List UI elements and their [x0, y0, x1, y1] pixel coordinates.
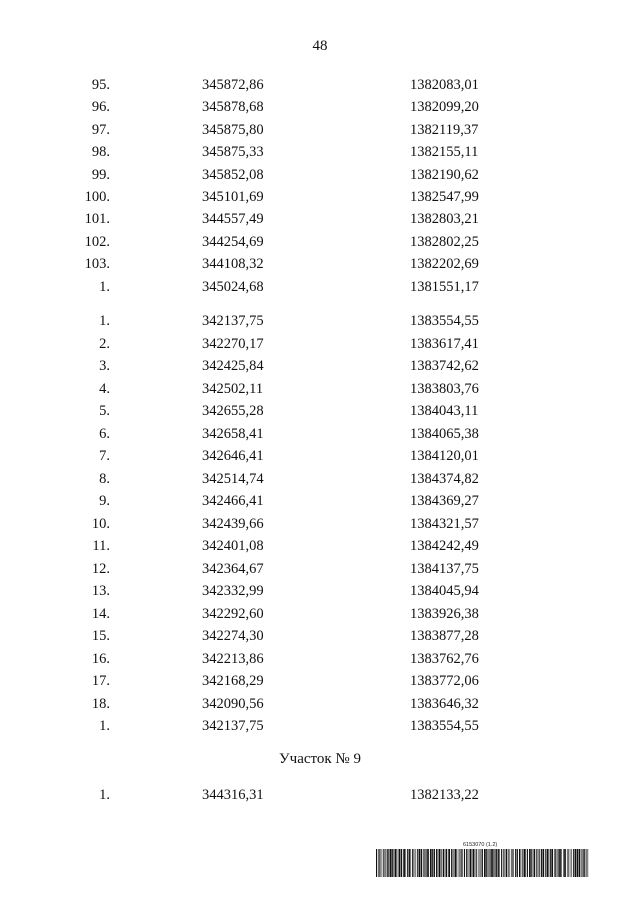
table-row: [0, 335, 640, 353]
point-number: 101.: [84, 211, 110, 228]
table-row: [0, 560, 640, 578]
point-number: 95.: [91, 77, 110, 93]
table-row: [0, 357, 640, 375]
coordinate-x: 344557,49: [202, 211, 264, 228]
coordinate-y: 1382133,22: [410, 787, 479, 803]
table-row: [0, 98, 640, 116]
point-number: 96.: [91, 99, 110, 116]
coordinate-x: 342466,41: [202, 493, 264, 509]
coordinate-x: 342655,28: [202, 403, 264, 419]
coordinate-x: 342270,17: [202, 335, 264, 352]
coordinate-y: 1382190,62: [410, 166, 479, 183]
coordinate-y: 1381551,17: [410, 278, 479, 295]
coordinate-y: 1384242,49: [410, 538, 479, 554]
table-row: [0, 402, 640, 420]
coordinate-x: 342274,30: [202, 628, 264, 644]
table-row: [0, 380, 640, 398]
point-number: 5.: [99, 403, 110, 419]
table-row: [0, 143, 640, 161]
coordinate-x: 342425,84: [202, 358, 264, 374]
table-row: [0, 650, 640, 668]
point-number: 18.: [91, 695, 110, 712]
point-number: 100.: [84, 189, 110, 205]
coordinate-y: 1382099,20: [410, 99, 479, 116]
coordinate-x: 342213,86: [202, 650, 264, 667]
coordinate-y: 1383803,76: [410, 380, 479, 397]
coordinate-y: 1383926,38: [410, 605, 479, 622]
barcode-label: 6153070 (1.2): [463, 842, 498, 848]
coordinate-y: 1384120,01: [410, 448, 479, 464]
coordinate-y: 1384065,38: [410, 425, 479, 442]
table-row: [0, 121, 640, 139]
point-number: 3.: [99, 358, 110, 374]
coordinate-x: 344254,69: [202, 233, 264, 250]
table-row: [0, 312, 640, 330]
table-row: [0, 786, 640, 804]
table-row: [0, 582, 640, 600]
coordinate-x: 342137,75: [202, 718, 264, 734]
section-title: Участок № 9: [279, 751, 361, 767]
point-number: 6.: [99, 425, 110, 442]
point-number: 97.: [91, 121, 110, 138]
table-row: [0, 188, 640, 206]
coordinate-y: 1383646,32: [410, 695, 479, 712]
coordinate-x: 342090,56: [202, 695, 264, 712]
table-row: [0, 255, 640, 273]
point-number: 7.: [99, 448, 110, 464]
coordinate-y: 1383554,55: [410, 718, 479, 734]
point-number: 10.: [91, 515, 110, 532]
coordinate-y: 1382803,21: [410, 211, 479, 228]
coordinate-x: 345024,68: [202, 278, 264, 295]
table-row: [0, 695, 640, 713]
point-number: 16.: [91, 650, 110, 667]
point-number: 102.: [84, 233, 110, 250]
table-row: [0, 233, 640, 251]
coordinate-x: 345852,08: [202, 166, 264, 183]
table-row: [0, 672, 640, 690]
coordinate-y: 1383554,55: [410, 313, 479, 329]
coordinate-y: 1383877,28: [410, 628, 479, 644]
point-number: 4.: [99, 380, 110, 397]
table-row: [0, 210, 640, 228]
coordinate-x: 345101,69: [202, 189, 264, 205]
point-number: 1.: [99, 313, 110, 329]
point-number: 13.: [91, 583, 110, 599]
coordinate-x: 345872,86: [202, 77, 264, 93]
coordinate-x: 342439,66: [202, 515, 264, 532]
point-number: 99.: [91, 166, 110, 183]
table-row: [0, 492, 640, 510]
point-number: 8.: [99, 470, 110, 487]
page-number: 48: [312, 38, 328, 54]
coordinate-y: 1382083,01: [410, 77, 479, 93]
coordinate-x: 342658,41: [202, 425, 264, 442]
coordinate-x: 342401,08: [202, 538, 264, 554]
point-number: 2.: [99, 335, 110, 352]
table-row: [0, 76, 640, 94]
table-row: [0, 717, 640, 735]
point-number: 98.: [91, 144, 110, 161]
table-row: [0, 278, 640, 296]
barcode: [376, 849, 590, 877]
coordinate-y: 1384045,94: [410, 583, 479, 599]
coordinate-y: 1384369,27: [410, 493, 479, 509]
coordinate-y: 1383742,62: [410, 358, 479, 374]
coordinate-x: 342364,67: [202, 560, 264, 577]
coordinate-x: 345878,68: [202, 99, 264, 116]
coordinate-y: 1383617,41: [410, 335, 479, 352]
coordinate-x: 342168,29: [202, 673, 264, 689]
coordinate-y: 1384321,57: [410, 515, 479, 532]
coordinate-x: 345875,33: [202, 144, 264, 161]
coordinate-y: 1383762,76: [410, 650, 479, 667]
table-row: [0, 166, 640, 184]
coordinate-x: 345875,80: [202, 121, 264, 138]
point-number: 14.: [91, 605, 110, 622]
table-row: [0, 447, 640, 465]
coordinate-x: 342292,60: [202, 605, 264, 622]
point-number: 9.: [99, 493, 110, 509]
point-number: 103.: [84, 256, 110, 273]
coordinate-y: 1382202,69: [410, 256, 479, 273]
coordinate-y: 1382155,11: [410, 144, 479, 161]
point-number: 12.: [91, 560, 110, 577]
point-number: 11.: [92, 538, 110, 554]
point-number: 15.: [91, 628, 110, 644]
point-number: 1.: [99, 787, 110, 803]
coordinate-y: 1384043,11: [410, 403, 479, 419]
coordinate-y: 1382119,37: [410, 121, 479, 138]
table-row: [0, 537, 640, 555]
coordinate-x: 342514,74: [202, 470, 264, 487]
coordinate-y: 1382802,25: [410, 233, 479, 250]
point-number: 17.: [91, 673, 110, 689]
coordinate-y: 1384137,75: [410, 560, 479, 577]
coordinate-y: 1382547,99: [410, 189, 479, 205]
point-number: 1.: [99, 278, 110, 295]
coordinate-y: 1384374,82: [410, 470, 479, 487]
table-row: [0, 627, 640, 645]
table-row: [0, 425, 640, 443]
coordinate-x: 342646,41: [202, 448, 264, 464]
table-row: [0, 605, 640, 623]
coordinate-x: 342332,99: [202, 583, 264, 599]
coordinate-x: 342137,75: [202, 313, 264, 329]
coordinate-x: 344108,32: [202, 256, 264, 273]
table-row: [0, 470, 640, 488]
coordinate-x: 344316,31: [202, 787, 264, 803]
point-number: 1.: [99, 718, 110, 734]
table-row: [0, 515, 640, 533]
coordinate-x: 342502,11: [202, 380, 264, 397]
coordinate-y: 1383772,06: [410, 673, 479, 689]
